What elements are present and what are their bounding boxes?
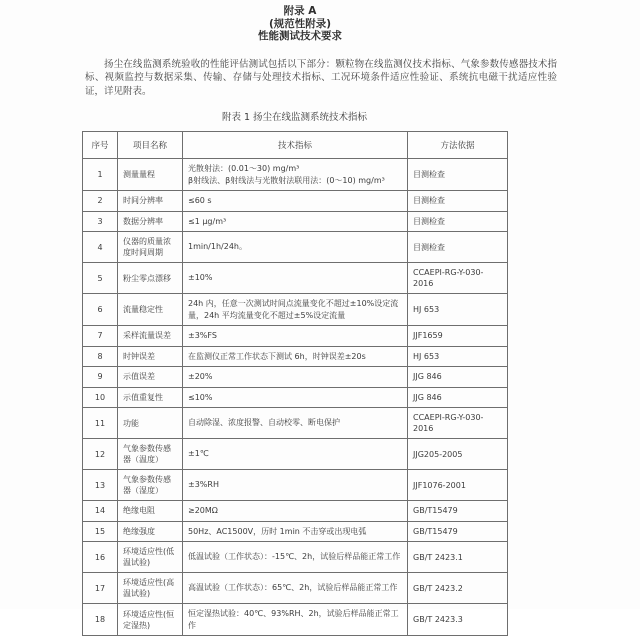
- spec-line: 自动除湿、浓度报警、自动校零、断电保护: [188, 418, 340, 428]
- spec-line: ±3%FS: [188, 331, 217, 340]
- cell-item-name: 仪器的质量浓度时间周期: [118, 232, 183, 263]
- cell-tech-spec: [183, 542, 408, 573]
- cell-method-basis: CCAEPI-RG-Y-030-2016: [408, 263, 508, 294]
- spec-line: 恒定湿热试验：40℃、93%RH、2h，试验后样品能正常工作: [188, 609, 399, 630]
- cell-tech-spec: [183, 408, 408, 439]
- cell-item-name: 测量量程: [118, 159, 183, 191]
- cell-method-basis: 目测检查: [408, 159, 508, 191]
- cell-item-name: 示值误差: [118, 367, 183, 388]
- appendix-title-block: [85, 5, 515, 43]
- cell-seq-no: 8: [83, 346, 118, 367]
- cell-item-name: 流量稳定性: [118, 294, 183, 326]
- cell-seq-no: 2: [83, 191, 118, 212]
- cell-item-name: 采样流量误差: [118, 326, 183, 347]
- cell-tech-spec: [183, 501, 408, 522]
- spec-line: 高温试验（工作状态）：65℃、2h，试验后样品能正常工作: [188, 583, 398, 593]
- cell-method-basis: GB/T15479: [408, 521, 508, 542]
- header-seq-no: 序号: [83, 132, 118, 159]
- cell-seq-no: 12: [83, 439, 118, 470]
- cell-method-basis: GB/T15479: [408, 501, 508, 522]
- cell-method-basis: JJF1076-2001: [408, 470, 508, 501]
- cell-tech-spec: [183, 191, 408, 212]
- cell-tech-spec: [183, 232, 408, 263]
- cell-item-name: 示值重复性: [118, 387, 183, 408]
- cell-tech-spec: [183, 367, 408, 388]
- section-title: 性能测试技术要求: [258, 30, 342, 42]
- table-row: [83, 263, 508, 294]
- cell-method-basis: JJF1659: [408, 326, 508, 347]
- table-header-row: [83, 132, 508, 159]
- cell-item-name: 气象参数传感器（温度）: [118, 439, 183, 470]
- cell-tech-spec: [183, 387, 408, 408]
- spec-table: [82, 131, 508, 636]
- cell-method-basis: CCAEPI-RG-Y-030-2016: [408, 408, 508, 439]
- spec-line: β射线法、β射线法与光散射法联用法：(0～10) mg/m³: [188, 175, 385, 185]
- table-row: [83, 191, 508, 212]
- cell-tech-spec: [183, 439, 408, 470]
- cell-seq-no: 9: [83, 367, 118, 388]
- table-row: [83, 294, 508, 326]
- cell-seq-no: 11: [83, 408, 118, 439]
- cell-method-basis: GB/T 2423.2: [408, 573, 508, 604]
- header-method-basis: 方法依据: [408, 132, 508, 159]
- spec-line: 1min/1h/24h。: [188, 242, 247, 252]
- cell-item-name: 粉尘零点漂移: [118, 263, 183, 294]
- cell-tech-spec: [183, 346, 408, 367]
- cell-seq-no: 6: [83, 294, 118, 326]
- cell-tech-spec: [183, 294, 408, 326]
- cell-seq-no: 3: [83, 211, 118, 232]
- spec-line: 50Hz、AC1500V，历时 1min 不击穿或出现电弧: [188, 526, 367, 536]
- intro-paragraph: 扬尘在线监测系统验收的性能评估测试包括以下部分：颗粒物在线监测仪技术指标、气象参数传感器技术指标、视频监控与数据采集、传输、存储与处理技术指标、工况环境条件适应性验证、系统抗电磁干扰适应性验证，详见附表。: [85, 58, 557, 97]
- spec-line: 光散射法：(0.01～30) mg/m³: [188, 164, 300, 173]
- table-row: [83, 439, 508, 470]
- cell-seq-no: 15: [83, 521, 118, 542]
- cell-method-basis: 目测检查: [408, 191, 508, 212]
- appendix-title: 附录 A: [283, 5, 317, 17]
- cell-tech-spec: [183, 159, 408, 191]
- table-row: [83, 367, 508, 388]
- spec-line: 低温试验（工作状态）：-15℃、2h，试验后样品能正常工作: [188, 552, 401, 562]
- spec-line: ±3%RH: [188, 480, 219, 490]
- spec-line: 24h 内，任意一次测试时间点流量变化不超过±10%设定流量，24h 平均流量变化不超过±5%设定流量: [188, 299, 399, 320]
- cell-item-name: 环境适应性(恒定湿热): [118, 604, 183, 636]
- cell-method-basis: 目测检查: [408, 232, 508, 263]
- spec-line: ±10%: [188, 273, 213, 283]
- cell-method-basis: JJG 846: [408, 387, 508, 408]
- table-row: [83, 604, 508, 636]
- cell-method-basis: HJ 653: [408, 346, 508, 367]
- cell-item-name: 时钟误差: [118, 346, 183, 367]
- spec-line: ±1℃: [188, 449, 209, 459]
- cell-item-name: 数据分辨率: [118, 211, 183, 232]
- cell-seq-no: 1: [83, 159, 118, 191]
- cell-tech-spec: [183, 470, 408, 501]
- table-row: [83, 159, 508, 191]
- spec-line: 在监测仪正常工作状态下测试 6h，时钟误差±20s: [188, 351, 366, 361]
- table-row: [83, 470, 508, 501]
- cell-item-name: 环境适应性(高温试验): [118, 573, 183, 604]
- table-row: [83, 387, 508, 408]
- cell-tech-spec: [183, 604, 408, 636]
- table-row: [83, 521, 508, 542]
- header-item-name: 项目名称: [118, 132, 183, 159]
- spec-line: ≥20MΩ: [188, 506, 218, 515]
- cell-seq-no: 18: [83, 604, 118, 636]
- cell-seq-no: 16: [83, 542, 118, 573]
- table-row: [83, 346, 508, 367]
- cell-tech-spec: [183, 211, 408, 232]
- table-row: [83, 573, 508, 604]
- table-body: [83, 159, 508, 636]
- cell-seq-no: 13: [83, 470, 118, 501]
- cell-item-name: 环境适应性(低温试验): [118, 542, 183, 573]
- cell-item-name: 功能: [118, 408, 183, 439]
- cell-method-basis: GB/T 2423.1: [408, 542, 508, 573]
- cell-tech-spec: [183, 573, 408, 604]
- cell-item-name: 气象参数传感器（湿度）: [118, 470, 183, 501]
- cell-seq-no: 17: [83, 573, 118, 604]
- table-row: [83, 501, 508, 522]
- table-row: [83, 542, 508, 573]
- spec-line: ≤10%: [188, 392, 213, 402]
- cell-method-basis: GB/T 2423.3: [408, 604, 508, 636]
- cell-seq-no: 4: [83, 232, 118, 263]
- cell-item-name: 绝缘强度: [118, 521, 183, 542]
- cell-seq-no: 7: [83, 326, 118, 347]
- cell-seq-no: 10: [83, 387, 118, 408]
- cell-method-basis: JJG 846: [408, 367, 508, 388]
- header-tech-spec: 技术指标: [183, 132, 408, 159]
- spec-line: ±20%: [188, 372, 213, 381]
- table-caption: 附表 1 扬尘在线监测系统技术指标: [221, 112, 368, 123]
- table-row: [83, 408, 508, 439]
- table-row: [83, 326, 508, 347]
- cell-seq-no: 14: [83, 501, 118, 522]
- cell-method-basis: HJ 653: [408, 294, 508, 326]
- spec-line: ≤1 μg/m³: [188, 216, 227, 226]
- table-row: [83, 211, 508, 232]
- cell-tech-spec: [183, 326, 408, 347]
- cell-tech-spec: [183, 521, 408, 542]
- table-row: [83, 232, 508, 263]
- cell-item-name: 绝缘电阻: [118, 501, 183, 522]
- appendix-subtitle: (规范性附录): [268, 17, 332, 30]
- cell-seq-no: 5: [83, 263, 118, 294]
- spec-line: ≤60 s: [188, 196, 212, 205]
- cell-method-basis: JJG205-2005: [408, 439, 508, 470]
- cell-method-basis: 目测检查: [408, 211, 508, 232]
- cell-item-name: 时间分辨率: [118, 191, 183, 212]
- cell-tech-spec: [183, 263, 408, 294]
